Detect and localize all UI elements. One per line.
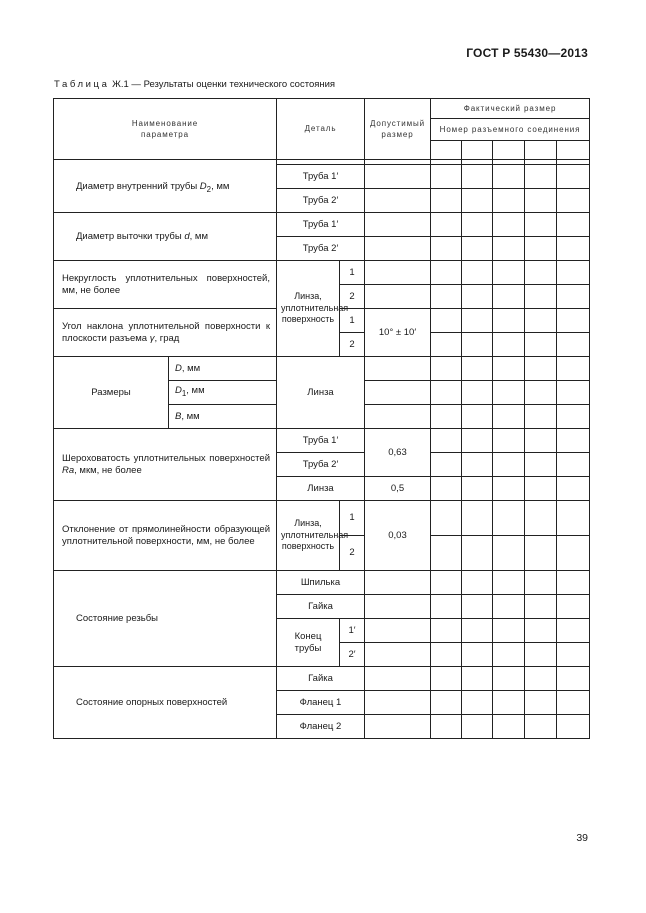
value-cell [557, 477, 590, 501]
value-cell [462, 333, 493, 357]
value-cell [493, 643, 525, 667]
value-cell [525, 141, 557, 160]
value-cell [557, 595, 590, 619]
value-cell [525, 619, 557, 643]
joint-number-1p: 1′ [340, 619, 365, 643]
allowed-straightness: 0,03 [365, 501, 431, 571]
allowed-cell [365, 261, 431, 285]
detail-pipe-end: Конец трубы [277, 619, 340, 667]
value-cell [525, 477, 557, 501]
value-cell [462, 285, 493, 309]
detail-flange-2: Фланец 2 [277, 715, 365, 739]
value-cell [431, 141, 462, 160]
value-cell [525, 571, 557, 595]
allowed-cell [365, 381, 431, 405]
value-cell [557, 571, 590, 595]
value-cell [462, 619, 493, 643]
detail-pipe-1: Труба 1′ [277, 213, 365, 237]
value-cell [462, 501, 493, 536]
allowed-angle: 10° ± 10′ [365, 309, 431, 357]
header-detail: Деталь [277, 99, 365, 160]
value-cell [525, 189, 557, 213]
allowed-cell [365, 189, 431, 213]
value-cell [557, 501, 590, 536]
value-cell [557, 405, 590, 429]
value-cell [493, 595, 525, 619]
value-cell [525, 536, 557, 571]
value-cell [431, 309, 462, 333]
value-cell [462, 571, 493, 595]
value-cell [557, 165, 590, 189]
value-cell [493, 571, 525, 595]
detail-lens: Линза [277, 477, 365, 501]
detail-nut: Гайка [277, 667, 365, 691]
allowed-cell [365, 595, 431, 619]
value-cell [493, 405, 525, 429]
joint-number-2: 2 [340, 333, 365, 357]
value-cell [557, 141, 590, 160]
value-cell [525, 405, 557, 429]
allowed-cell [365, 643, 431, 667]
value-cell [431, 213, 462, 237]
value-cell [557, 189, 590, 213]
detail-nut: Гайка [277, 595, 365, 619]
value-cell [557, 309, 590, 333]
value-cell [462, 237, 493, 261]
value-cell [431, 536, 462, 571]
value-cell [493, 619, 525, 643]
row-roughness-label: Шероховатость уплотнительных поверхностей Ra, мкм, не более [54, 429, 277, 501]
value-cell [431, 501, 462, 536]
value-cell [557, 429, 590, 453]
joint-number-2: 2 [340, 536, 365, 571]
detail-lens-seal: Линза, уплотнительная поверхность [277, 261, 340, 357]
value-cell [462, 309, 493, 333]
value-cell [493, 667, 525, 691]
value-cell [525, 237, 557, 261]
value-cell [462, 213, 493, 237]
row-inner-diameter-label: Диаметр внутренний трубы $D_2$, мм [54, 165, 277, 213]
allowed-cell [365, 667, 431, 691]
allowed-roughness-pipe: 0,63 [365, 429, 431, 477]
value-cell [493, 285, 525, 309]
value-cell [525, 285, 557, 309]
standard-header: ГОСТ Р 55430—2013 [466, 46, 588, 60]
row-sizes-label: Размеры [54, 357, 169, 429]
allowed-cell [365, 691, 431, 715]
value-cell [431, 429, 462, 453]
value-cell [525, 261, 557, 285]
value-cell [431, 715, 462, 739]
value-cell [462, 357, 493, 381]
allowed-cell [365, 357, 431, 381]
value-cell [431, 333, 462, 357]
caption-title: Ж.1 — Результаты оценки технического состояния [109, 79, 336, 90]
allowed-cell [365, 571, 431, 595]
size-b: B, мм [169, 405, 277, 429]
value-cell [462, 189, 493, 213]
value-cell [493, 715, 525, 739]
value-cell [462, 453, 493, 477]
value-cell [462, 141, 493, 160]
value-cell [493, 261, 525, 285]
value-cell [557, 261, 590, 285]
value-cell [525, 357, 557, 381]
value-cell [431, 619, 462, 643]
value-cell [431, 643, 462, 667]
value-cell [431, 261, 462, 285]
value-cell [557, 213, 590, 237]
value-cell [525, 309, 557, 333]
joint-number-1: 1 [340, 501, 365, 536]
value-cell [525, 213, 557, 237]
value-cell [525, 595, 557, 619]
value-cell [493, 165, 525, 189]
value-cell [431, 691, 462, 715]
value-cell [493, 309, 525, 333]
value-cell [431, 165, 462, 189]
value-cell [462, 643, 493, 667]
value-cell [525, 381, 557, 405]
value-cell [525, 165, 557, 189]
value-cell [462, 477, 493, 501]
joint-number-2: 2 [340, 285, 365, 309]
value-cell [431, 381, 462, 405]
table-caption [54, 79, 335, 90]
value-cell [525, 501, 557, 536]
detail-pipe-1: Труба 1′ [277, 429, 365, 453]
value-cell [493, 536, 525, 571]
caption-table-word: Таблица [54, 79, 110, 90]
value-cell [431, 571, 462, 595]
value-cell [557, 619, 590, 643]
value-cell [462, 429, 493, 453]
value-cell [525, 453, 557, 477]
row-thread-label: Состояние резьбы [54, 571, 277, 667]
value-cell [557, 357, 590, 381]
value-cell [462, 667, 493, 691]
value-cell [462, 381, 493, 405]
detail-pipe-2: Труба 2′ [277, 237, 365, 261]
row-angle-label: Угол наклона уплотнительной поверхности к плоскости разъема γ, град [54, 309, 277, 357]
header-parameter: Наименование параметра [54, 99, 277, 160]
value-cell [493, 501, 525, 536]
value-cell [493, 213, 525, 237]
size-d1: $D_1$, мм [169, 381, 277, 405]
value-cell [431, 477, 462, 501]
joint-number-1: 1 [340, 261, 365, 285]
value-cell [431, 189, 462, 213]
value-cell [493, 453, 525, 477]
allowed-cell [365, 619, 431, 643]
value-cell [462, 261, 493, 285]
value-cell [431, 285, 462, 309]
row-ovality-label: Некруглость уплотнительных поверхностей, мм, не более [54, 261, 277, 309]
detail-lens: Линза [277, 357, 365, 429]
detail-pipe-1: Труба 1′ [277, 165, 365, 189]
page-number: 39 [576, 832, 588, 844]
row-bore-diameter-label: Диаметр выточки трубы d, мм [54, 213, 277, 261]
value-cell [493, 333, 525, 357]
value-cell [557, 333, 590, 357]
row-support-label: Состояние опорных поверхностей [54, 667, 277, 739]
value-cell [557, 715, 590, 739]
value-cell [462, 405, 493, 429]
joint-number-1: 1 [340, 309, 365, 333]
value-cell [525, 667, 557, 691]
header-actual-size: Фактический размер [431, 99, 590, 119]
value-cell [462, 536, 493, 571]
detail-lens-seal: Линза, уплотнительная поверхность [277, 501, 340, 571]
joint-number-2p: 2′ [340, 643, 365, 667]
value-cell [525, 429, 557, 453]
value-cell [462, 165, 493, 189]
value-cell [431, 595, 462, 619]
value-cell [493, 477, 525, 501]
allowed-cell [365, 715, 431, 739]
value-cell [462, 595, 493, 619]
detail-pipe-2: Труба 2′ [277, 189, 365, 213]
detail-stud: Шпилька [277, 571, 365, 595]
allowed-cell [365, 213, 431, 237]
detail-pipe-2: Труба 2′ [277, 453, 365, 477]
value-cell [431, 453, 462, 477]
value-cell [493, 691, 525, 715]
value-cell [431, 237, 462, 261]
value-cell [557, 285, 590, 309]
value-cell [431, 357, 462, 381]
value-cell [431, 405, 462, 429]
value-cell [557, 667, 590, 691]
value-cell [557, 453, 590, 477]
allowed-cell [365, 237, 431, 261]
header-allowed-size: Допустимый размер [365, 99, 431, 160]
value-cell [525, 691, 557, 715]
value-cell [493, 189, 525, 213]
allowed-roughness-lens: 0,5 [365, 477, 431, 501]
assessment-table [53, 98, 590, 739]
value-cell [493, 429, 525, 453]
value-cell [525, 333, 557, 357]
value-cell [462, 691, 493, 715]
value-cell [493, 381, 525, 405]
value-cell [493, 141, 525, 160]
allowed-cell [365, 405, 431, 429]
value-cell [525, 715, 557, 739]
header-joint-number: Номер разъемного соединения [431, 119, 590, 141]
value-cell [557, 237, 590, 261]
row-straightness-label: Отклонение от прямолинейности образующей уплотнительной поверхности, мм, не более [54, 501, 277, 571]
value-cell [462, 715, 493, 739]
value-cell [525, 643, 557, 667]
allowed-cell [365, 285, 431, 309]
value-cell [557, 536, 590, 571]
value-cell [557, 643, 590, 667]
value-cell [493, 357, 525, 381]
allowed-cell [365, 165, 431, 189]
value-cell [557, 381, 590, 405]
value-cell [557, 691, 590, 715]
detail-flange-1: Фланец 1 [277, 691, 365, 715]
value-cell [431, 667, 462, 691]
value-cell [493, 237, 525, 261]
size-d: D, мм [169, 357, 277, 381]
